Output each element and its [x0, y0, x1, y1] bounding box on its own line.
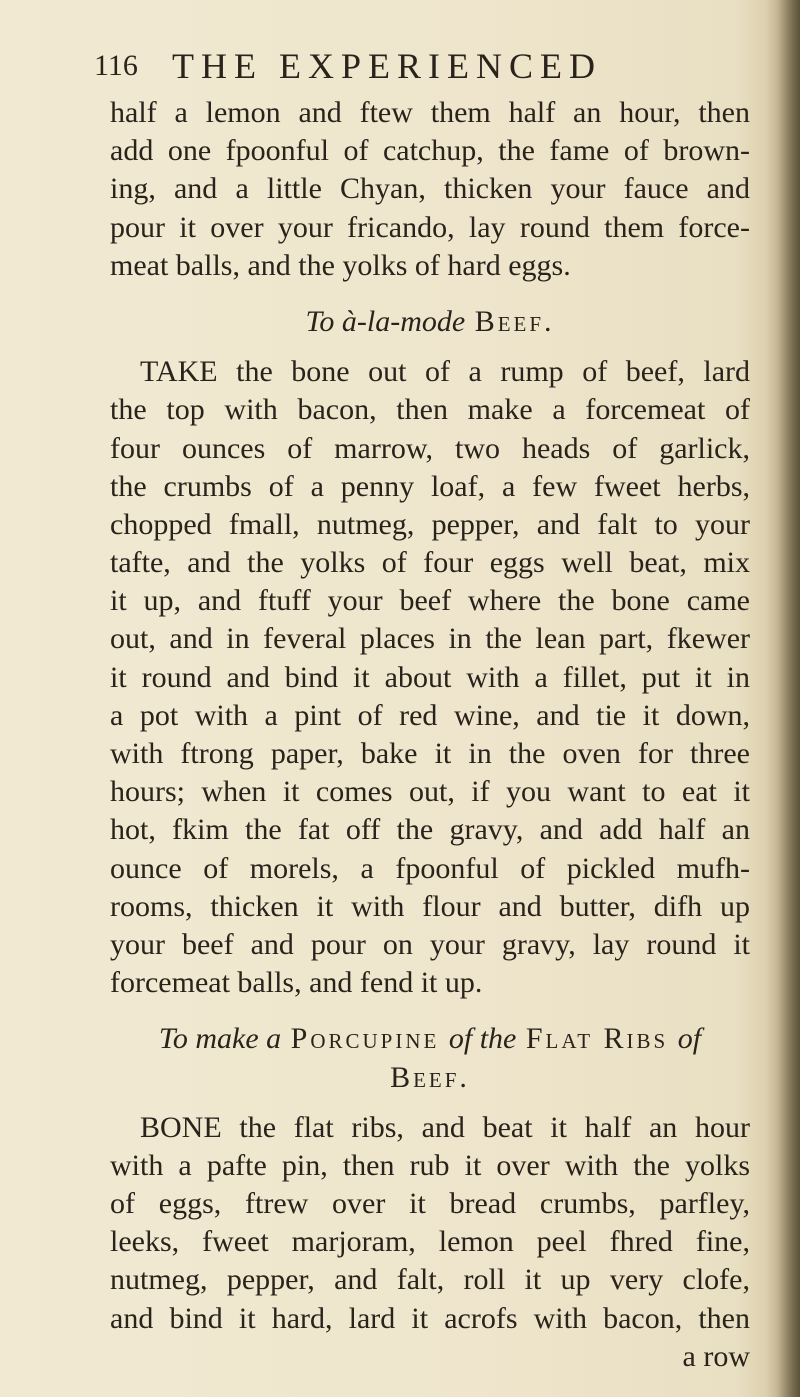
text-line: meat balls, and the yolks of hard eggs. [110, 248, 571, 282]
text-line: it up, and ftuff your beef where the bone came [110, 584, 750, 618]
text-line: the top with bacon, then make a forcemeat of [110, 393, 750, 427]
text-line: it round and bind it about with a fillet, put it in [110, 660, 750, 694]
text-line: chopped fmall, nutmeg, pepper, and falt to your [110, 507, 750, 541]
recipe-heading-caps: Porcupine [290, 1022, 440, 1056]
text-line: forcemeat balls, and fend it up. [110, 966, 483, 1000]
text-line: the crumbs of a penny loaf, a few fweet herbs, [110, 469, 750, 503]
recipe-paragraph [110, 1109, 750, 1376]
text-line: nutmeg, pepper, and falt, roll it up very clofe, [110, 1263, 750, 1297]
text-line: with ftrong paper, bake it in the oven for three [110, 737, 750, 770]
recipe-paragraph [110, 353, 750, 1002]
text-line: of eggs, ftrew over it bread crumbs, parfley, [110, 1187, 750, 1221]
page-binding-shadow [766, 0, 800, 1397]
continuation-paragraph [110, 94, 750, 285]
text-line: leeks, fweet marjoram, lemon peel fhred fine, [110, 1225, 750, 1259]
recipe-heading-italic: of the [448, 1022, 517, 1056]
text-line: pour it over your fricando, lay round them force- [110, 210, 750, 244]
recipe-heading-line2 [110, 1059, 750, 1097]
text-line: BONE the flat ribs, and beat it half an hour [140, 1110, 750, 1144]
recipe-heading-caps: Beef. [474, 304, 555, 338]
text-line: a pot with a pint of red wine, and tie it down, [110, 698, 750, 732]
recipe-heading-caps: Flat Ribs [525, 1022, 669, 1056]
page-header [94, 42, 734, 90]
text-line: add one fpoonful of catchup, the fame of brown- [110, 134, 750, 168]
catchword: a row [682, 1339, 750, 1373]
text-line: with a pafte pin, then rub it over with the yolks [110, 1148, 750, 1182]
text-line: ounce of morels, a fpoonful of pickled mufh- [110, 851, 750, 885]
recipe-heading-caps: Beef. [390, 1060, 470, 1094]
page-body [110, 94, 750, 1376]
text-line: hot, fkim the fat off the gravy, and add half an [110, 813, 750, 847]
text-line: out, and in feveral places in the lean part, fkewer [110, 622, 750, 656]
text-line: TAKE the bone out of a rump of beef, lard [140, 355, 750, 389]
text-line: hours; when it comes out, if you want to eat it [110, 775, 750, 809]
text-line: your beef and pour on your gravy, lay round it [110, 927, 750, 961]
text-line: ing, and a little Chyan, thicken your fauce and [110, 172, 750, 206]
recipe-heading-italic: To make a [158, 1022, 282, 1056]
recipe-heading-italic: of [677, 1022, 702, 1056]
text-line: and bind it hard, lard it acrofs with bacon, then [110, 1301, 750, 1335]
page-number: 116 [94, 49, 138, 82]
text-line: rooms, thicken it with flour and butter, difh up [110, 889, 750, 923]
recipe-heading [110, 1020, 750, 1058]
recipe-heading [110, 303, 750, 341]
text-line: tafte, and the yolks of four eggs well beat, mix [110, 546, 750, 580]
text-line: four ounces of marrow, two heads of garlick, [110, 431, 750, 465]
running-head: THE EXPERIENCED [172, 46, 602, 86]
recipe-heading-italic: To à-la-mode [305, 304, 466, 338]
text-line: half a lemon and ftew them half an hour, then [110, 96, 750, 129]
